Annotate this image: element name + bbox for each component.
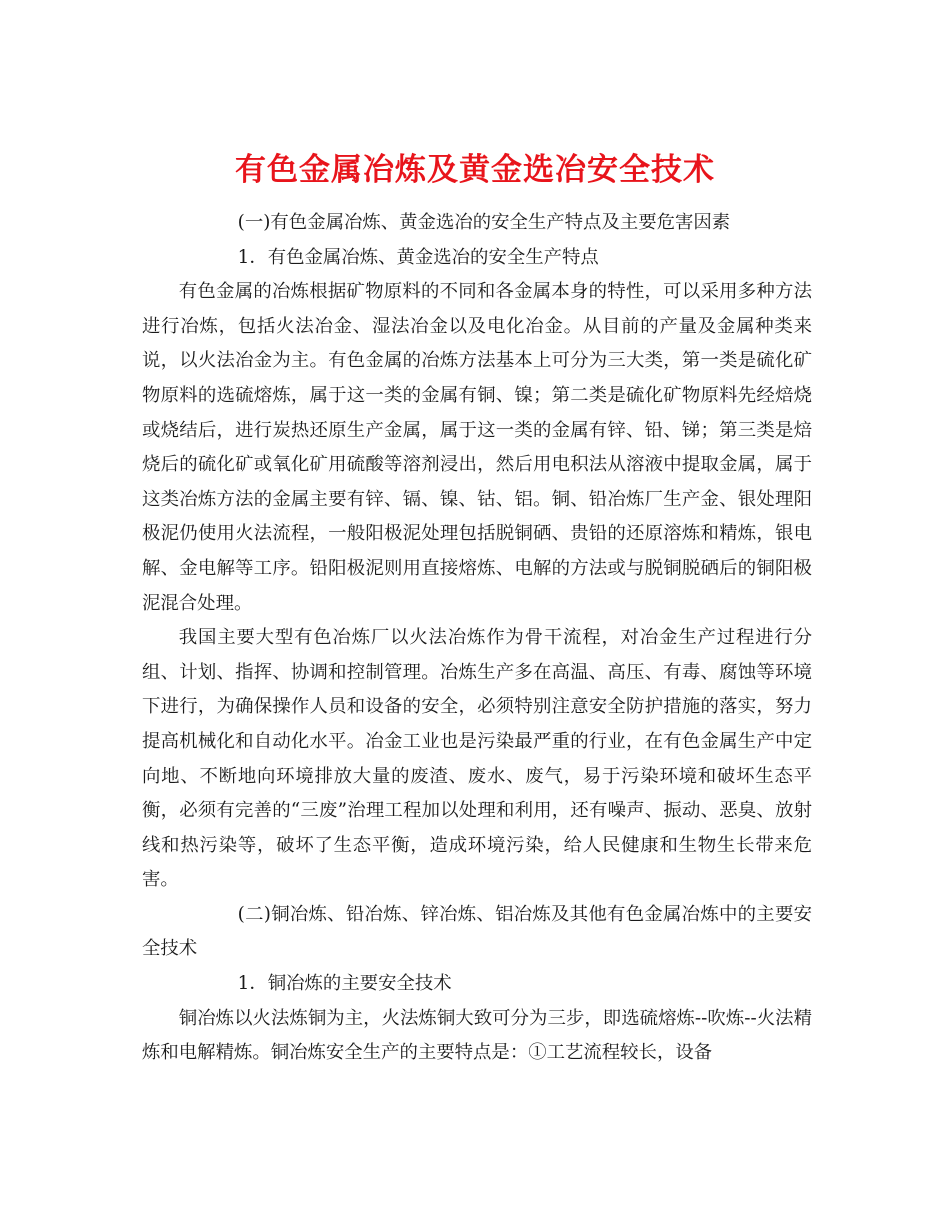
document-body [142,206,812,1071]
body-paragraph-2: 我国主要大型有色冶炼厂以火法冶炼作为骨干流程，对冶金生产过程进行分组、计划、指挥、协调和控制管理。冶炼生产多在高温、高压、有毒、腐蚀等环境下进行，为确保操作人员和设备的安全，必须特别注意安全防护措施的落实，努力提高机械化和自动化水平。冶金工业也是污染最严重的行业，在有色金属生产中定向地、不断地向环境排放大量的废渣、废水、废气，易于污染环境和破坏生态平衡，必须有完善的“三废”治理工程加以处理和利用，还有噪声、振动、恶臭、放射线和热污染等，破坏了生态平衡，造成环境污染，给人民健康和生物生长带来危害。 [142,627,812,891]
body-paragraph-3: 铜冶炼以火法炼铜为主，火法炼铜大致可分为三步，即选硫熔炼--吹炼--火法精炼和电解精炼。铜冶炼安全生产的主要特点是：①工艺流程较长，设备 [142,1007,812,1064]
document-title: 有色金属冶炼及黄金选冶安全技术 [235,151,715,188]
subsection-heading-2: 1．铜冶炼的主要安全技术 [237,973,452,995]
body-paragraph-1: 有色金属的冶炼根据矿物原料的不同和各金属本身的特性，可以采用多种方法进行冶炼，包括火法冶金、湿法冶金以及电化冶金。从目前的产量及金属种类来说，以火法冶金为主。有色金属的冶炼方法基本上可分为三大类，第一类是硫化矿物原料的选硫熔炼，属于这一类的金属有铜、镍；第二类是硫化矿物原料先经焙烧或烧结后，进行炭热还原生产金属，属于这一类的金属有锌、铅、锑；第三类是焙烧后的硫化矿或氧化矿用硫酸等溶剂浸出，然后用电积法从溶液中提取金属，属于这类冶炼方法的金属主要有锌、镉、镍、钴、铝。铜、铅冶炼厂生产金、银处理阳极泥仍使用火法流程，一般阳极泥处理包括脱铜硒、贵铅的还原溶炼和精炼，银电解、金电解等工序。铅阳极泥则用直接熔炼、电解的方法或与脱铜脱硒后的铜阳极泥混合处理。 [142,281,812,614]
subsection-heading-1: 1．有色金属冶炼、黄金选冶的安全生产特点 [237,246,599,268]
section-heading-2: (二)铜冶炼、铅冶炼、锌冶炼、铝冶炼及其他有色金属冶炼中的主要安全技术 [142,903,812,960]
section-heading-1: (一)有色金属冶炼、黄金选冶的安全生产特点及主要危害因素 [237,212,731,233]
